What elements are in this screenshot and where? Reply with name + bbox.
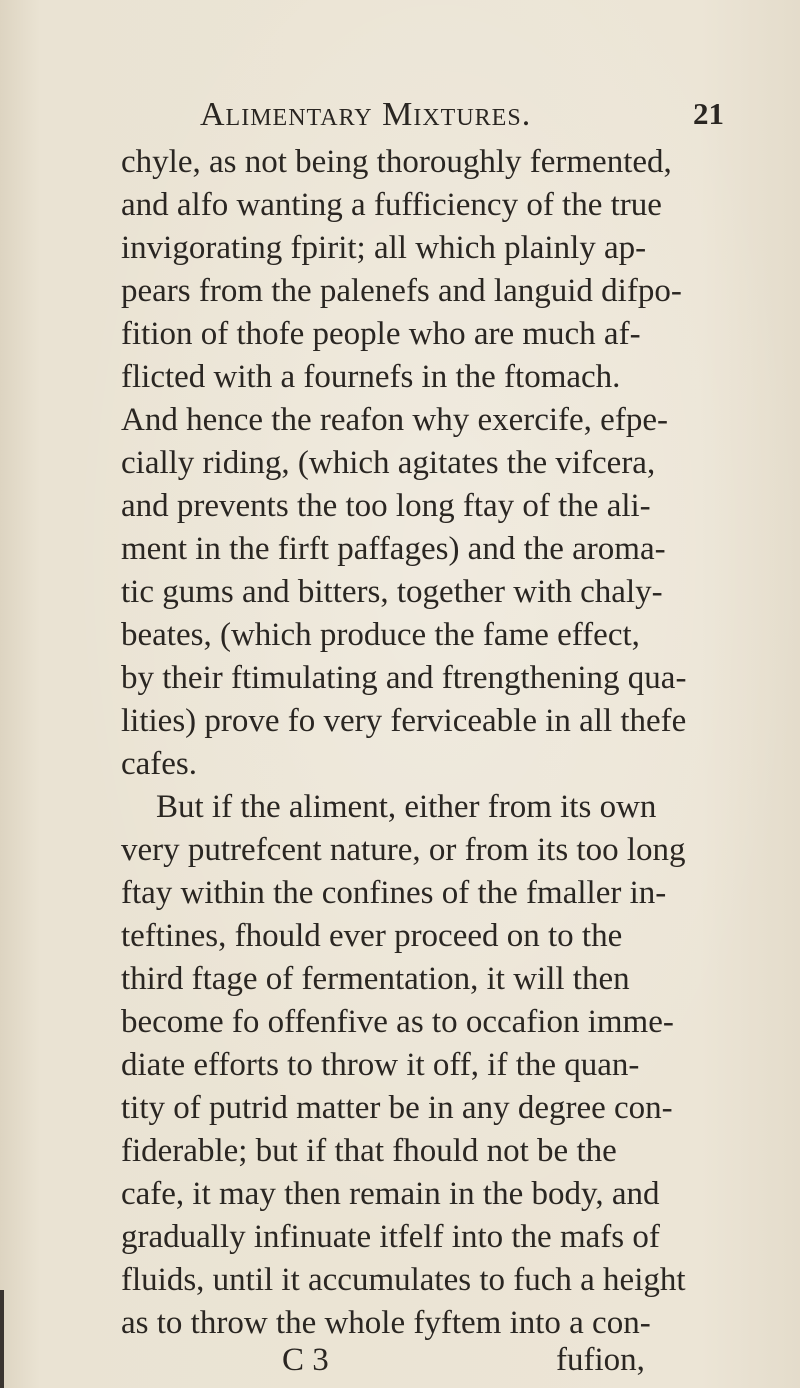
text-line	[0, 570, 800, 614]
text-line-content: tity of putrid matter be in any degree con-	[121, 1090, 673, 1126]
text-line	[0, 785, 800, 829]
text-line-content: ment in the firft paffages) and the aroma-	[121, 531, 666, 567]
text-line	[0, 355, 800, 399]
text-line	[0, 398, 800, 442]
text-line	[0, 957, 800, 1001]
text-line-content: fition of thofe people who are much af-	[121, 316, 641, 352]
text-line	[0, 441, 800, 485]
text-line	[0, 699, 800, 743]
text-line	[0, 269, 800, 313]
text-line-content: ftay within the confines of the fmaller in-	[121, 875, 667, 911]
text-line-content: diate efforts to throw it off, if the quan-	[121, 1047, 640, 1083]
text-line	[0, 656, 800, 700]
text-line-content: cially riding, (which agitates the vifcera,	[121, 445, 656, 481]
text-line-content: flicted with a fournefs in the ftomach.	[121, 359, 621, 395]
text-line	[0, 484, 800, 528]
text-line	[0, 183, 800, 227]
text-line	[0, 312, 800, 356]
text-line-content: and alfo wanting a fufficiency of the true	[121, 187, 662, 223]
text-line-content: And hence the reafon why exercife, efpe-	[121, 402, 668, 438]
text-line	[0, 140, 800, 184]
signature-mark: C 3	[282, 1342, 329, 1378]
text-line-content: and prevents the too long ftay of the ali-	[121, 488, 651, 524]
text-line	[0, 828, 800, 872]
page-number: 21	[693, 96, 724, 131]
text-line	[0, 1129, 800, 1173]
page-edge-shadow	[0, 1290, 4, 1388]
text-line-content: tic gums and bitters, together with chaly-	[121, 574, 663, 610]
text-line-content: invigorating fpirit; all which plainly ap-	[121, 230, 647, 266]
text-line	[0, 226, 800, 270]
text-line	[0, 1172, 800, 1216]
running-head: Alimentary Mixtures.	[200, 96, 532, 133]
text-line-content: But if the aliment, either from its own	[156, 789, 657, 825]
catchword: fufion,	[556, 1342, 645, 1378]
text-line	[0, 527, 800, 571]
text-line	[0, 871, 800, 915]
text-line-content: teftines, fhould ever proceed on to the	[121, 918, 623, 954]
text-line-content: lities) prove fo very ferviceable in all thefe	[121, 703, 687, 739]
text-line-content: third ftage of fermentation, it will then	[121, 961, 630, 997]
text-line-content: as to throw the whole fyftem into a con-	[121, 1305, 651, 1341]
text-line	[0, 1215, 800, 1259]
text-line-content: become fo offenfive as to occafion imme-	[121, 1004, 674, 1040]
text-line-content: beates, (which produce the fame effect,	[121, 617, 640, 653]
text-line-content: chyle, as not being thoroughly fermented,	[121, 144, 672, 180]
text-line-content: fluids, until it accumulates to fuch a height	[121, 1262, 686, 1298]
text-line	[0, 1000, 800, 1044]
text-line	[0, 914, 800, 958]
text-line-content: cafe, it may then remain in the body, and	[121, 1176, 660, 1212]
text-line-content: pears from the palenefs and languid difpo-	[121, 273, 682, 309]
text-line	[0, 1258, 800, 1302]
text-line-content: by their ftimulating and ftrengthening qua-	[121, 660, 687, 696]
text-line-content: cafes.	[121, 746, 198, 782]
text-line	[0, 1086, 800, 1130]
text-line-content: fiderable; but if that fhould not be the	[121, 1133, 617, 1169]
text-line	[0, 1043, 800, 1087]
text-line	[0, 613, 800, 657]
page-footer	[0, 1338, 800, 1382]
text-line-content: very putrefcent nature, or from its too long	[121, 832, 686, 868]
text-line-content: gradually infinuate itfelf into the mafs of	[121, 1219, 660, 1255]
text-line	[0, 742, 800, 786]
